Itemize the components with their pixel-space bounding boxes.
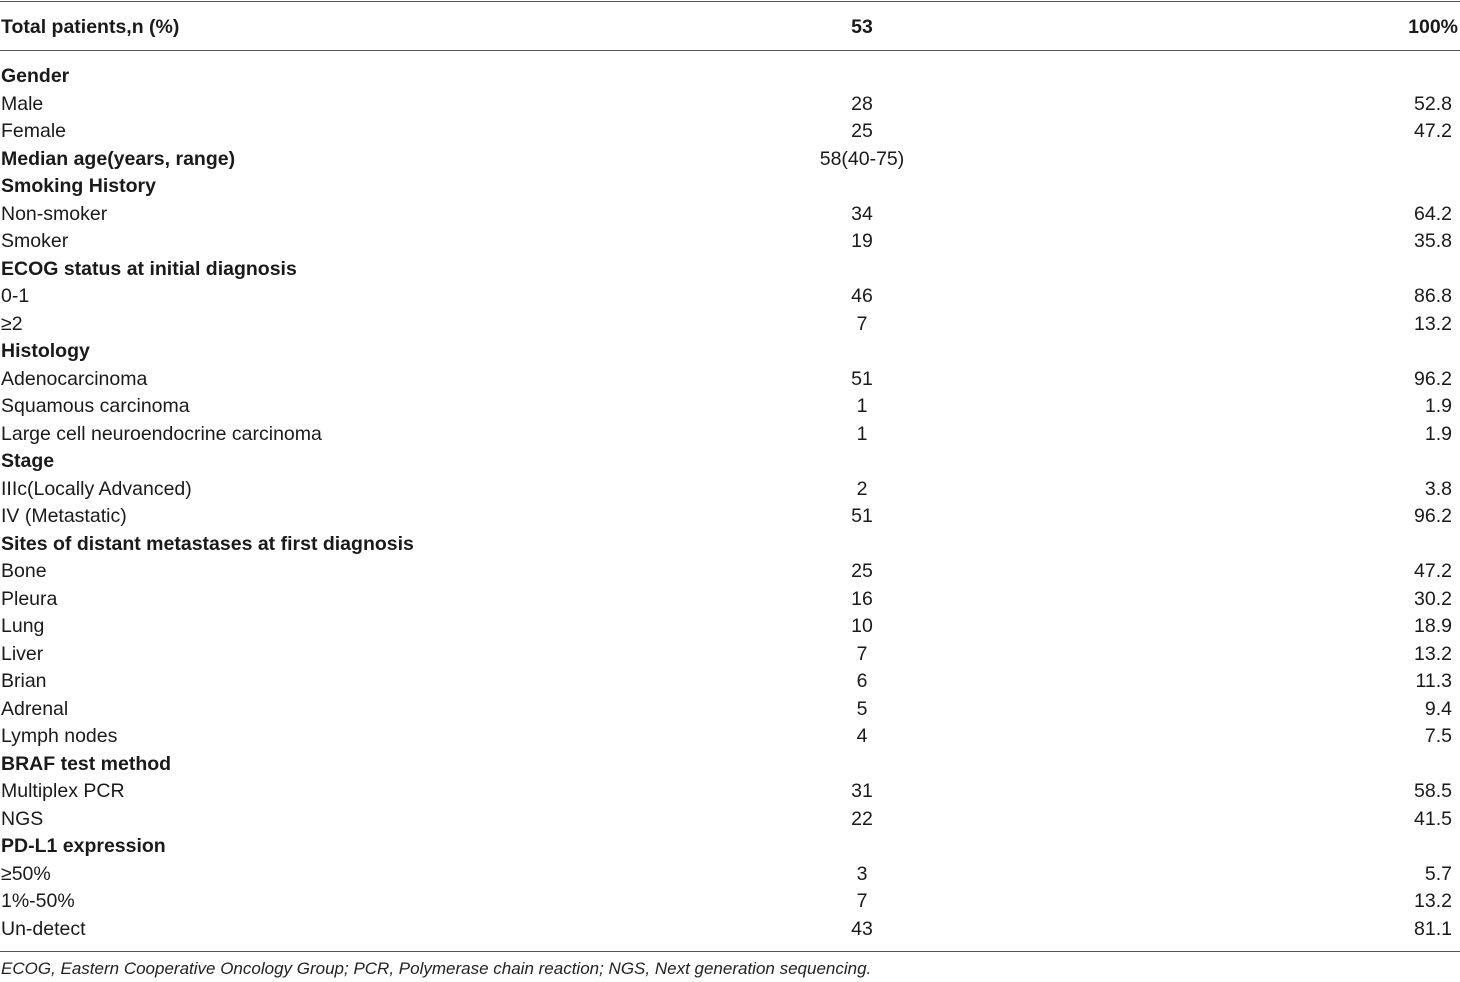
table-row	[0, 283, 1460, 311]
row-n: 7	[856, 890, 868, 912]
table-row	[0, 778, 1460, 806]
row-pct: 96.2	[1414, 505, 1452, 527]
table-row	[0, 421, 1460, 449]
row-n: 7	[856, 312, 868, 335]
row-pct: 47.2	[1414, 120, 1452, 142]
section-row	[0, 146, 1460, 174]
section-label: Stage	[1, 450, 55, 472]
row-n: 3	[856, 862, 868, 885]
row-pct: 81.1	[1414, 917, 1452, 940]
row-n: 19	[851, 230, 873, 252]
row-label: Bone	[1, 560, 47, 582]
row-n: 7	[856, 642, 868, 665]
row-pct: 3.8	[1424, 477, 1452, 500]
row-n: 43	[851, 917, 873, 940]
table-row	[0, 476, 1460, 504]
row-pct: 13.2	[1414, 890, 1452, 912]
table-row	[0, 91, 1460, 119]
row-n: 51	[851, 505, 873, 527]
row-n: 4	[856, 725, 868, 747]
section-label: ECOG status at initial diagnosis	[1, 257, 297, 280]
row-label: Multiplex PCR	[1, 780, 125, 802]
row-label: Smoker	[1, 230, 69, 252]
section-label: Smoking History	[1, 175, 156, 197]
section-row	[0, 173, 1460, 201]
row-label: Adenocarcinoma	[1, 367, 148, 390]
section-row	[0, 751, 1460, 779]
table-row	[0, 806, 1460, 834]
row-pct: 96.2	[1414, 367, 1452, 390]
row-pct: 1.9	[1424, 395, 1452, 417]
table-header-row	[0, 2, 1460, 50]
row-pct: 86.8	[1414, 285, 1452, 307]
row-pct: 35.8	[1414, 230, 1452, 252]
row-label: Lung	[1, 615, 45, 637]
table-row	[0, 228, 1460, 256]
row-label: Brian	[1, 670, 47, 692]
table-row	[0, 613, 1460, 641]
row-pct: 13.2	[1414, 312, 1452, 335]
row-label: Pleura	[1, 587, 58, 610]
section-row	[0, 63, 1460, 91]
section-label: PD-L1 expression	[1, 835, 166, 857]
section-label: Sites of distant metastases at first diagnosis	[1, 532, 414, 555]
row-n: 58(40-75)	[819, 147, 905, 170]
table-row	[0, 641, 1460, 669]
section-row	[0, 448, 1460, 476]
table-row	[0, 201, 1460, 229]
row-n: 10	[851, 615, 873, 637]
row-n: 16	[851, 587, 873, 610]
row-pct: 18.9	[1414, 615, 1452, 637]
row-pct: 41.5	[1414, 807, 1452, 830]
section-row	[0, 531, 1460, 559]
row-label: ≥2	[1, 312, 23, 335]
row-pct: 64.2	[1414, 202, 1452, 225]
row-label: Female	[1, 120, 67, 142]
row-label: IV (Metastatic)	[1, 505, 127, 527]
table-row	[0, 888, 1460, 916]
row-n: 46	[851, 285, 873, 307]
row-n: 25	[851, 560, 873, 582]
table-row	[0, 366, 1460, 394]
section-label: Histology	[1, 340, 90, 362]
row-pct: 11.3	[1415, 670, 1452, 692]
row-n: 5	[856, 697, 868, 720]
table-row	[0, 586, 1460, 614]
row-label: 0-1	[1, 285, 30, 307]
row-n: 2	[856, 477, 868, 500]
row-pct: 7.5	[1424, 725, 1452, 747]
table-bottom-rule	[0, 951, 1460, 952]
table-header-rule	[0, 50, 1460, 51]
row-pct: 58.5	[1414, 780, 1452, 802]
table-row	[0, 696, 1460, 724]
table-row	[0, 393, 1460, 421]
table-row	[0, 668, 1460, 696]
table-footnote: ECOG, Eastern Cooperative Oncology Group; PCR, Polymerase chain reaction; NGS, Next generation sequencing.	[1, 959, 872, 978]
row-n: 22	[851, 807, 873, 830]
row-label: Male	[1, 92, 44, 115]
row-n: 34	[851, 202, 873, 225]
section-label: Median age(years, range)	[1, 147, 236, 170]
row-pct: 5.7	[1424, 862, 1452, 885]
header-label: Total patients,n (%)	[1, 16, 180, 38]
header-n: 53	[851, 16, 873, 38]
table-row	[0, 861, 1460, 889]
row-pct: 13.2	[1414, 642, 1452, 665]
header-pct: 100%	[1408, 16, 1458, 38]
row-label: Un-detect	[1, 917, 86, 940]
row-label: NGS	[1, 807, 44, 830]
row-n: 1	[856, 395, 868, 417]
section-row	[0, 833, 1460, 861]
row-label: Large cell neuroendocrine carcinoma	[1, 422, 322, 445]
row-label: Liver	[1, 642, 44, 665]
section-label: Gender	[1, 65, 70, 87]
row-n: 1	[856, 422, 868, 445]
row-pct: 30.2	[1414, 587, 1452, 610]
table-row	[0, 558, 1460, 586]
row-label: ≥50%	[1, 862, 51, 885]
table-row	[0, 118, 1460, 146]
row-label: Lymph nodes	[1, 725, 118, 747]
row-n: 31	[851, 780, 873, 802]
row-n: 51	[851, 367, 873, 390]
table-body	[0, 63, 1460, 943]
row-n: 25	[851, 120, 873, 142]
section-row	[0, 256, 1460, 284]
table-row	[0, 311, 1460, 339]
table-row	[0, 723, 1460, 751]
section-label: BRAF test method	[1, 752, 172, 775]
row-label: Non-smoker	[1, 202, 108, 225]
row-n: 6	[856, 670, 868, 692]
row-pct: 1.9	[1424, 422, 1452, 445]
row-label: 1%-50%	[1, 890, 75, 912]
row-label: Squamous carcinoma	[1, 395, 190, 417]
row-pct: 9.4	[1424, 697, 1452, 720]
row-label: Adrenal	[1, 697, 69, 720]
row-pct: 52.8	[1414, 92, 1452, 115]
row-label: IIIc(Locally Advanced)	[1, 477, 192, 500]
section-row	[0, 338, 1460, 366]
table-row	[0, 916, 1460, 944]
table-row	[0, 503, 1460, 531]
row-pct: 47.2	[1414, 560, 1452, 582]
row-n: 28	[851, 92, 873, 115]
